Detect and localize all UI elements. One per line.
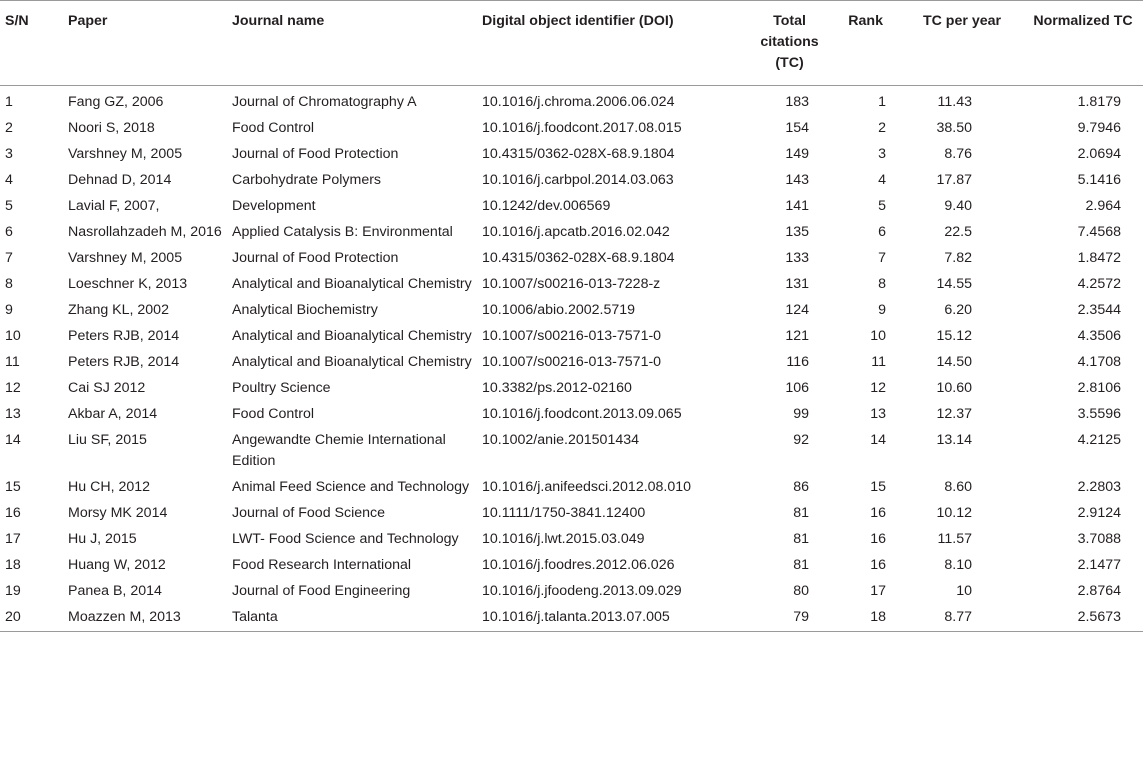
cell-rank: 15 xyxy=(870,479,886,495)
cell-paper: Noori S, 2018 xyxy=(68,120,155,136)
cell-sn: 3 xyxy=(5,146,13,162)
cell-normalized-tc: 4.2125 xyxy=(1077,432,1121,448)
cell-total-citations: 92 xyxy=(793,432,809,448)
cell-doi: 10.1016/j.lwt.2015.03.049 xyxy=(482,531,645,547)
cell-tc-per-year: 12.37 xyxy=(936,406,972,422)
header-doi: Digital object identifier (DOI) xyxy=(482,13,674,29)
cell-journal: LWT- Food Science and Technology xyxy=(232,531,459,547)
cell-rank: 8 xyxy=(878,276,886,292)
table-row xyxy=(0,272,1143,298)
cell-journal: Analytical Biochemistry xyxy=(232,302,378,318)
cell-total-citations: 131 xyxy=(785,276,809,292)
cell-journal: Food Control xyxy=(232,120,315,136)
cell-total-citations: 81 xyxy=(793,531,809,547)
cell-doi: 10.1016/j.foodcont.2017.08.015 xyxy=(482,120,682,136)
cell-sn: 7 xyxy=(5,250,13,266)
cell-rank: 1 xyxy=(878,94,886,110)
cell-tc-per-year: 14.50 xyxy=(936,354,972,370)
cell-normalized-tc: 7.4568 xyxy=(1077,224,1121,240)
cell-total-citations: 106 xyxy=(785,380,809,396)
table-row xyxy=(0,298,1143,324)
cell-rank: 17 xyxy=(870,583,886,599)
cell-rank: 6 xyxy=(878,224,886,240)
cell-doi: 10.1006/abio.2002.5719 xyxy=(482,302,636,318)
cell-tc-per-year: 9.40 xyxy=(944,198,972,214)
cell-paper: Morsy MK 2014 xyxy=(68,505,168,521)
cell-rank: 2 xyxy=(878,120,886,136)
cell-total-citations: 81 xyxy=(793,557,809,573)
cell-paper: Varshney M, 2005 xyxy=(68,146,183,162)
cell-doi: 10.3382/ps.2012-02160 xyxy=(482,380,632,396)
cell-doi: 10.1242/dev.006569 xyxy=(482,198,611,214)
cell-sn: 17 xyxy=(5,531,21,547)
cell-rank: 14 xyxy=(870,432,886,448)
cell-doi: 10.1016/j.anifeedsci.2012.08.010 xyxy=(482,479,692,495)
cell-sn: 9 xyxy=(5,302,13,318)
cell-journal: Journal of Food Science xyxy=(232,505,386,521)
cell-sn: 10 xyxy=(5,328,21,344)
cell-journal: Angewandte Chemie International Edition xyxy=(232,432,446,469)
cell-total-citations: 124 xyxy=(785,302,809,318)
cell-normalized-tc: 5.1416 xyxy=(1077,172,1121,188)
cell-journal: Food Research International xyxy=(232,557,412,573)
cell-rank: 16 xyxy=(870,505,886,521)
cell-journal: Analytical and Bioanalytical Chemistry xyxy=(232,328,472,344)
cell-paper: Varshney M, 2005 xyxy=(68,250,183,266)
cell-normalized-tc: 2.8764 xyxy=(1077,583,1121,599)
cell-normalized-tc: 2.3544 xyxy=(1077,302,1121,318)
cell-journal: Talanta xyxy=(232,609,278,625)
table-row xyxy=(0,553,1143,579)
cell-normalized-tc: 2.8106 xyxy=(1077,380,1121,396)
cell-sn: 5 xyxy=(5,198,13,214)
cell-sn: 20 xyxy=(5,609,21,625)
cell-journal: Animal Feed Science and Technology xyxy=(232,479,470,495)
cell-doi: 10.1007/s00216-013-7228-z xyxy=(482,276,661,292)
table-row xyxy=(0,527,1143,553)
cell-journal: Poultry Science xyxy=(232,380,331,396)
cell-total-citations: 135 xyxy=(785,224,809,240)
cell-total-citations: 133 xyxy=(785,250,809,266)
cell-paper: Peters RJB, 2014 xyxy=(68,354,180,370)
cell-paper: Lavial F, 2007, xyxy=(68,198,160,214)
cell-doi: 10.1007/s00216-013-7571-0 xyxy=(482,354,662,370)
cell-normalized-tc: 1.8179 xyxy=(1077,94,1121,110)
cell-journal: Analytical and Bioanalytical Chemistry xyxy=(232,276,472,292)
cell-tc-per-year: 22.5 xyxy=(944,224,972,240)
table-body xyxy=(0,86,1143,632)
cell-paper: Huang W, 2012 xyxy=(68,557,166,573)
cell-journal: Journal of Food Engineering xyxy=(232,583,411,599)
table-row xyxy=(0,86,1143,116)
cell-rank: 9 xyxy=(878,302,886,318)
table-header xyxy=(0,1,1143,86)
table-row xyxy=(0,376,1143,402)
cell-total-citations: 81 xyxy=(793,505,809,521)
cell-normalized-tc: 2.1477 xyxy=(1077,557,1121,573)
table-row xyxy=(0,168,1143,194)
cell-paper: Nasrollahzadeh M, 2016 xyxy=(68,224,222,240)
table-row xyxy=(0,402,1143,428)
cell-paper: Cai SJ 2012 xyxy=(68,380,146,396)
cell-total-citations: 121 xyxy=(785,328,809,344)
cell-rank: 16 xyxy=(870,531,886,547)
header-journal: Journal name xyxy=(232,13,325,29)
table-row xyxy=(0,324,1143,350)
header-sn: S/N xyxy=(5,13,29,29)
cell-normalized-tc: 2.0694 xyxy=(1077,146,1121,162)
cell-normalized-tc: 2.964 xyxy=(1085,198,1121,214)
cell-total-citations: 183 xyxy=(785,94,809,110)
cell-paper: Zhang KL, 2002 xyxy=(68,302,169,318)
cell-journal: Carbohydrate Polymers xyxy=(232,172,382,188)
cell-paper: Peters RJB, 2014 xyxy=(68,328,180,344)
cell-doi: 10.1016/j.chroma.2006.06.024 xyxy=(482,94,675,110)
cell-tc-per-year: 11.57 xyxy=(937,531,972,547)
cell-tc-per-year: 11.43 xyxy=(937,94,972,110)
cell-tc-per-year: 8.60 xyxy=(944,479,972,495)
cell-rank: 18 xyxy=(870,609,886,625)
cell-total-citations: 86 xyxy=(793,479,809,495)
cell-total-citations: 154 xyxy=(785,120,809,136)
table-row xyxy=(0,475,1143,501)
table-row xyxy=(0,194,1143,220)
cell-rank: 13 xyxy=(870,406,886,422)
cell-total-citations: 149 xyxy=(785,146,809,162)
cell-doi: 10.1016/j.jfoodeng.2013.09.029 xyxy=(482,583,682,599)
cell-doi: 10.1111/1750-3841.12400 xyxy=(482,505,646,521)
table-row xyxy=(0,350,1143,376)
cell-paper: Dehnad D, 2014 xyxy=(68,172,172,188)
cell-doi: 10.1016/j.apcatb.2016.02.042 xyxy=(482,224,670,240)
cell-tc-per-year: 6.20 xyxy=(944,302,972,318)
cell-sn: 11 xyxy=(5,354,20,370)
cell-tc-per-year: 7.82 xyxy=(944,250,972,266)
cell-total-citations: 116 xyxy=(786,354,809,370)
cell-rank: 7 xyxy=(878,250,886,266)
cell-normalized-tc: 3.5596 xyxy=(1077,406,1121,422)
cell-paper: Fang GZ, 2006 xyxy=(68,94,164,110)
cell-tc-per-year: 8.77 xyxy=(944,609,972,625)
cell-tc-per-year: 10 xyxy=(956,583,972,599)
cell-total-citations: 143 xyxy=(785,172,809,188)
cell-journal: Journal of Chromatography A xyxy=(232,94,417,110)
header-paper: Paper xyxy=(68,13,108,29)
header-normalized-tc: Normalized TC xyxy=(1033,13,1133,29)
cell-normalized-tc: 4.1708 xyxy=(1077,354,1121,370)
header-rank: Rank xyxy=(848,13,883,29)
cell-tc-per-year: 14.55 xyxy=(936,276,972,292)
cell-doi: 10.1016/j.talanta.2013.07.005 xyxy=(482,609,670,625)
cell-total-citations: 99 xyxy=(793,406,809,422)
table-row xyxy=(0,579,1143,605)
cell-rank: 4 xyxy=(878,172,886,188)
cell-tc-per-year: 10.60 xyxy=(936,380,972,396)
header-row xyxy=(0,1,1143,86)
cell-doi: 10.1016/j.carbpol.2014.03.063 xyxy=(482,172,674,188)
cell-journal: Journal of Food Protection xyxy=(232,146,399,162)
cell-paper: Panea B, 2014 xyxy=(68,583,162,599)
cell-total-citations: 141 xyxy=(785,198,809,214)
cell-sn: 14 xyxy=(5,432,21,448)
cell-sn: 13 xyxy=(5,406,21,422)
header-total-citations: Total citations (TC) xyxy=(760,13,819,71)
cell-journal: Food Control xyxy=(232,406,315,422)
cell-tc-per-year: 17.87 xyxy=(936,172,972,188)
cell-paper: Loeschner K, 2013 xyxy=(68,276,188,292)
cell-normalized-tc: 9.7946 xyxy=(1077,120,1121,136)
cell-rank: 16 xyxy=(870,557,886,573)
cell-tc-per-year: 10.12 xyxy=(936,505,972,521)
cell-rank: 10 xyxy=(870,328,886,344)
cell-tc-per-year: 15.12 xyxy=(936,328,972,344)
table-row xyxy=(0,605,1143,632)
cell-rank: 5 xyxy=(878,198,886,214)
cell-rank: 11 xyxy=(871,354,886,370)
cell-paper: Moazzen M, 2013 xyxy=(68,609,181,625)
cell-normalized-tc: 2.2803 xyxy=(1077,479,1121,495)
cell-doi: 10.1016/j.foodres.2012.06.026 xyxy=(482,557,675,573)
cell-normalized-tc: 4.2572 xyxy=(1077,276,1121,292)
cell-journal: Development xyxy=(232,198,316,214)
table-row xyxy=(0,246,1143,272)
cell-sn: 18 xyxy=(5,557,21,573)
cell-journal: Journal of Food Protection xyxy=(232,250,399,266)
cell-sn: 19 xyxy=(5,583,21,599)
cell-sn: 15 xyxy=(5,479,21,495)
cell-rank: 12 xyxy=(870,380,886,396)
cell-paper: Hu CH, 2012 xyxy=(68,479,151,495)
table-row xyxy=(0,501,1143,527)
cell-normalized-tc: 2.5673 xyxy=(1077,609,1121,625)
cell-normalized-tc: 3.7088 xyxy=(1077,531,1121,547)
cell-tc-per-year: 8.76 xyxy=(944,146,972,162)
table-row xyxy=(0,142,1143,168)
cell-tc-per-year: 8.10 xyxy=(944,557,972,573)
header-tc-per-year: TC per year xyxy=(922,13,1002,29)
cell-sn: 12 xyxy=(5,380,21,396)
cell-sn: 2 xyxy=(5,120,13,136)
cell-sn: 1 xyxy=(5,94,13,110)
table-row xyxy=(0,116,1143,142)
cell-normalized-tc: 1.8472 xyxy=(1077,250,1121,266)
cell-paper: Hu J, 2015 xyxy=(68,531,137,547)
cell-paper: Akbar A, 2014 xyxy=(68,406,158,422)
cell-tc-per-year: 13.14 xyxy=(936,432,972,448)
cell-rank: 3 xyxy=(878,146,886,162)
cell-total-citations: 80 xyxy=(793,583,809,599)
cell-journal: Applied Catalysis B: Environmental xyxy=(232,224,453,240)
cell-tc-per-year: 38.50 xyxy=(936,120,972,136)
cell-paper: Liu SF, 2015 xyxy=(68,432,147,448)
cell-sn: 16 xyxy=(5,505,21,521)
cell-sn: 4 xyxy=(5,172,13,188)
cell-normalized-tc: 4.3506 xyxy=(1077,328,1121,344)
table-row xyxy=(0,428,1143,475)
cell-doi: 10.1002/anie.201501434 xyxy=(482,432,640,448)
cell-normalized-tc: 2.9124 xyxy=(1077,505,1121,521)
cell-sn: 6 xyxy=(5,224,13,240)
cell-doi: 10.4315/0362-028X-68.9.1804 xyxy=(482,250,675,266)
cell-doi: 10.1016/j.foodcont.2013.09.065 xyxy=(482,406,682,422)
table-row xyxy=(0,220,1143,246)
cell-doi: 10.4315/0362-028X-68.9.1804 xyxy=(482,146,675,162)
cell-sn: 8 xyxy=(5,276,13,292)
cell-doi: 10.1007/s00216-013-7571-0 xyxy=(482,328,662,344)
cell-total-citations: 79 xyxy=(793,609,809,625)
cell-journal: Analytical and Bioanalytical Chemistry xyxy=(232,354,472,370)
